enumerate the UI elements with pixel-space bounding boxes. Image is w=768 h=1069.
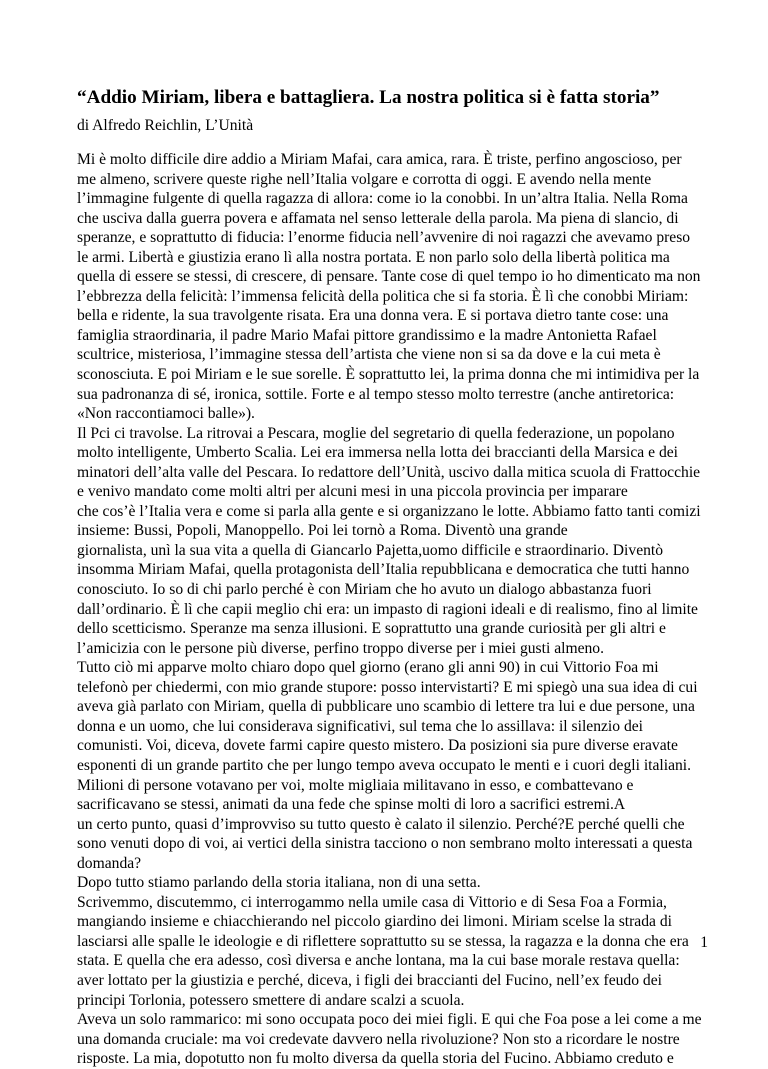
body-text-line: stata. E quella che era adesso, così diversa e anche lontana, ma la cui base morale restava quella: xyxy=(77,952,680,970)
body-text-line: giornalista, unì la sua vita a quella di Giancarlo Pajetta,uomo difficile e straordinario. Diventò xyxy=(77,541,664,559)
body-text-line: sacrificavano se stessi, animati da una fede che spinse molti di loro a sacrifici estremi.A xyxy=(77,796,626,814)
body-text-line: sua padronanza di sé, ironica, sottile. Forte e al tempo stesso molto terrestre (anche antiretorica: xyxy=(77,385,675,403)
body-text-line: sconosciuta. E poi Miriam e le sue sorelle. È soprattutto lei, la prima donna che mi intimidiva per la xyxy=(77,366,700,384)
body-text-line: dello scetticismo. Speranze ma senza illusioni. E soprattutto una grande curiosità per gli altri e xyxy=(77,620,666,638)
body-text-line: bella e ridente, la sua travolgente risata. Era una donna vera. E si portava dietro tante cose: una xyxy=(77,307,669,325)
body-text-line: telefonò per chiedermi, con mio grande stupore: posso intervistarti? E mi spiegò una sua idea di cui xyxy=(77,678,698,696)
body-text-line: Tutto ciò mi apparve molto chiaro dopo quel giorno (erano gli anni 90) in cui Vittorio Foa mi xyxy=(77,659,659,677)
body-text-line: esponenti di un grande partito che per lungo tempo aveva occupato le menti e i cuori degli italiani. xyxy=(77,756,692,774)
body-text-line: insieme: Bussi, Popoli, Manoppello. Poi lei tornò a Roma. Diventò una grande xyxy=(77,522,568,540)
body-text-line: aveva già parlato con Miriam, quella di pubblicare uno scambio di lettere tra lui e due persone, una xyxy=(77,698,695,716)
body-text-line: Dopo tutto stiamo parlando della storia italiana, non di una setta. xyxy=(77,874,481,892)
body-text-line: domanda? xyxy=(77,854,142,872)
body-text-line: l’amicizia con le persone più diverse, perfino troppo diverse per i miei gusti almeno. xyxy=(77,639,604,657)
body-text-line: dall’ordinario. È lì che capii meglio chi era: un impasto di ragioni ideali e di realismo, fino al limite xyxy=(77,600,698,618)
body-text-line: che usciva dalla guerra povera e affamata nel senso letterale della parola. Ma piena di slancio, di xyxy=(77,209,679,227)
body-text-line: speranze, e soprattutto di fiducia: l’enorme fiducia nell’avvenire di noi ragazzi che avevamo preso xyxy=(77,229,691,247)
body-text-line: l’immagine fulgente di quella ragazza di allora: come io la conobbi. In un’altra Italia. Nella Roma xyxy=(77,190,688,208)
body-text-line: me almeno, scrivere queste righe nell’Italia volgare e corrotta di oggi. E avendo nella mente xyxy=(77,170,652,188)
page-number: 1 xyxy=(700,934,708,951)
body-text-line: Milioni di persone votavano per voi, molte migliaia militavano in esso, e combattevano e xyxy=(77,776,634,794)
article-byline: di Alfredo Reichlin, L’Unità xyxy=(77,117,254,134)
body-text-line: minatori dell’alta valle del Pescara. Io redattore dell’Unità, uscivo dalla mitica scuola di Frattocchie xyxy=(77,463,701,481)
body-text-line: «Non raccontiamoci balle»). xyxy=(77,405,255,423)
body-text-line: un certo punto, quasi d’improvviso su tutto questo è calato il silenzio. Perché?E perché quelli che xyxy=(77,815,685,833)
body-text-line: scultrice, misteriosa, l’immagine stessa dell’artista che viene non si sa da dove e la cui meta è xyxy=(77,346,661,364)
body-text-line: Mi è molto difficile dire addio a Miriam Mafai, cara amica, rara. È triste, perfino angoscioso, per xyxy=(77,151,682,168)
body-text-line: Il Pci ci travolse. La ritrovai a Pescara, moglie del segretario di quella federazione, un popolano xyxy=(77,424,675,442)
body-text-line: comunisti. Voi, diceva, dovete farmi capire questo mistero. Da posizioni sia pure diverse eravate xyxy=(77,737,678,755)
body-text-line: insomma Miriam Mafai, quella protagonista dell’Italia repubblicana e democratica che tutti hanno xyxy=(77,561,690,579)
body-text-line: molto intelligente, Umberto Scalia. Lei era immersa nella lotta dei braccianti della Marsica e dei xyxy=(77,444,678,462)
body-text-line: Aveva un solo rammarico: mi sono occupata poco dei miei figli. E qui che Foa pose a lei come a me xyxy=(77,1011,702,1029)
article-title: “Addio Miriam, libera e battagliera. La nostra politica si è fatta storia” xyxy=(77,87,660,108)
body-text-line: mangiando insieme e chiacchierando nel piccolo giardino dei limoni. Miriam scelse la strada di xyxy=(77,913,672,931)
body-text-line: aver lottato per la giustizia e perché, diceva, i figli dei braccianti del Fucino, nell’ex feudo dei xyxy=(77,971,662,989)
body-text-line: sono venuti dopo di voi, ai vertici della sinistra tacciono o non sembrano molto interessati a questa xyxy=(77,835,693,853)
body-text-line: e venivo mandato come molti altri per alcuni mesi in una piccola provincia per imparare xyxy=(77,483,628,501)
body-text-line: l’ebbrezza della felicità: l’immensa felicità della politica che si fa storia. È lì che conobbi Miriam: xyxy=(77,287,689,305)
body-text-line: risposte. La mia, dopotutto non fu molto diversa da quella storia del Fucino. Abbiamo creduto e xyxy=(77,1050,674,1068)
body-text-line: quella di essere se stessi, di crescere, di pensare. Tante cose di quel tempo io ho dimenticato ma non xyxy=(77,268,701,286)
body-text-line: le armi. Libertà e giustizia erano lì alla nostra portata. E non parlo solo della libertà politica ma xyxy=(77,248,670,266)
body-text-line: una domanda cruciale: ma voi credevate davvero nella rivoluzione? Non sto a ricordare le nostre xyxy=(77,1030,680,1048)
body-text-line: che cos’è l’Italia vera e come si parla alla gente e si organizzano le lotte. Abbiamo fatto tanti comizi xyxy=(77,502,701,520)
body-text-line: conosciuto. Io so di chi parlo perché è con Miriam che ho avuto un dialogo abbastanza fuori xyxy=(77,581,652,599)
body-text-line: donna e un uomo, che lui considerava significativi, sul tema che lo assillava: il silenzio dei xyxy=(77,717,643,735)
article-body xyxy=(77,150,757,1069)
body-text-line: famiglia straordinaria, il padre Mario Mafai pittore grandissimo e la madre Antonietta Rafael xyxy=(77,326,657,344)
body-text-line: principi Torlonia, potessero smettere di andare scalzi a scuola. xyxy=(77,991,465,1009)
body-text-line: lasciarsi alle spalle le ideologie e di riflettere soprattutto su se stessa, la ragazza e la donna che era xyxy=(77,932,689,950)
body-text-line: Scrivemmo, discutemmo, ci interrogammo nella umile casa di Vittorio e di Sesa Foa a Formia, xyxy=(77,893,667,911)
